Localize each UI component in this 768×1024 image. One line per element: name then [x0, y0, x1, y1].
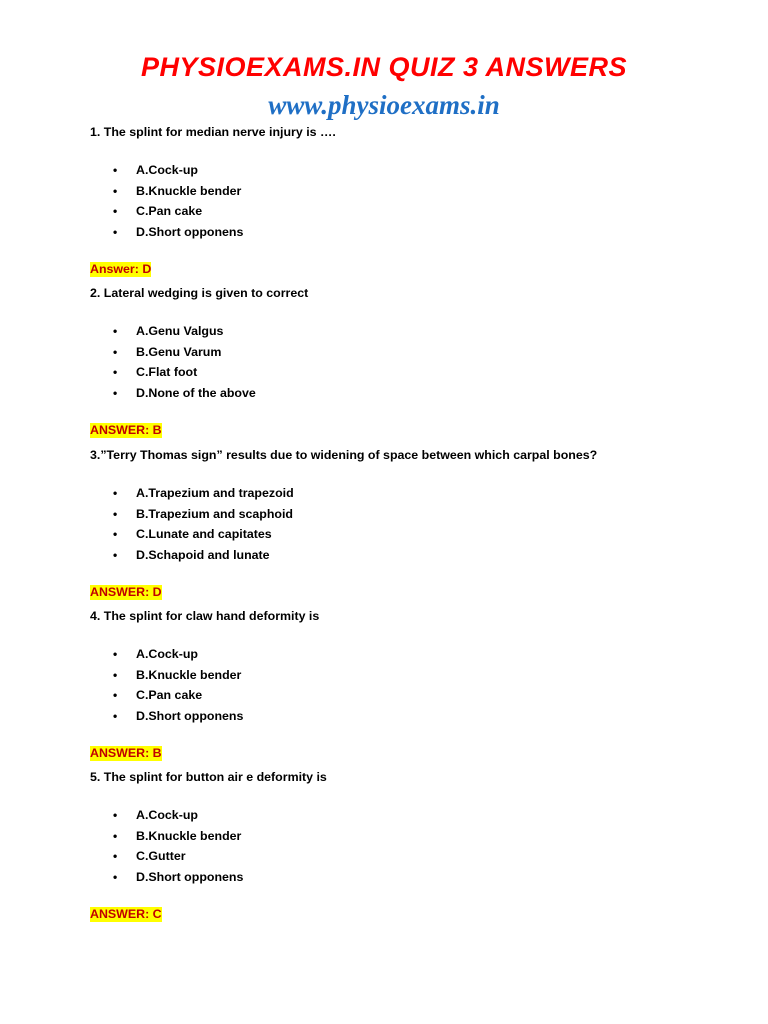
- answer-row: [90, 744, 710, 759]
- option-label: D.Short opponens: [136, 225, 244, 240]
- option-item: [90, 321, 710, 342]
- bullet-icon: •: [113, 344, 118, 359]
- bullet-icon: •: [113, 828, 118, 843]
- option-label: D.Short opponens: [136, 709, 244, 724]
- option-label: C.Lunate and capitates: [136, 527, 272, 542]
- bullet-icon: •: [113, 808, 118, 822]
- option-label: A.Cock-up: [136, 163, 198, 177]
- option-item: [90, 342, 710, 363]
- page-title: PHYSIOEXAMS.IN QUIZ 3 ANSWERS: [140, 52, 628, 82]
- option-label: A.Cock-up: [136, 647, 198, 661]
- bullet-icon: •: [113, 225, 118, 240]
- option-item: [90, 706, 710, 727]
- option-label: A.Genu Valgus: [136, 324, 224, 338]
- option-label: C.Flat foot: [136, 365, 198, 380]
- option-list: [90, 321, 710, 404]
- bullet-icon: •: [113, 365, 118, 380]
- option-item: [90, 805, 710, 826]
- option-label: C.Gutter: [136, 849, 186, 864]
- answer-label: ANSWER: D: [90, 584, 162, 599]
- option-label: B.Genu Varum: [136, 344, 222, 359]
- bullet-icon: •: [113, 183, 118, 198]
- question-block-1: [90, 124, 710, 275]
- option-item: [90, 483, 710, 504]
- option-item: [90, 160, 710, 181]
- bullet-icon: •: [113, 548, 118, 563]
- option-list: [90, 805, 710, 888]
- bullet-icon: •: [113, 870, 118, 885]
- answer-row: [90, 905, 710, 920]
- option-label: B.Knuckle bender: [136, 183, 242, 198]
- answer-row: [90, 260, 710, 275]
- option-label: C.Pan cake: [136, 204, 203, 219]
- question-block-2: [90, 285, 710, 436]
- option-item: [90, 504, 710, 525]
- option-item: [90, 524, 710, 545]
- option-item: [90, 222, 710, 243]
- bullet-icon: •: [113, 647, 118, 661]
- answer-row: [90, 583, 710, 598]
- option-item: [90, 181, 710, 202]
- bullet-icon: •: [113, 527, 118, 542]
- question-block-4: [90, 608, 710, 759]
- bullet-icon: •: [113, 709, 118, 724]
- bullet-icon: •: [113, 506, 118, 521]
- question-block-3: [90, 447, 710, 598]
- bullet-icon: •: [113, 163, 118, 177]
- answer-label: ANSWER: B: [90, 422, 162, 437]
- question-block-5: [90, 769, 710, 920]
- question-text: 2. Lateral wedging is given to correct: [90, 286, 309, 300]
- bullet-icon: •: [113, 667, 118, 682]
- option-list: [90, 160, 710, 243]
- option-item: [90, 201, 710, 222]
- option-label: A.Cock-up: [136, 808, 198, 822]
- option-item: [90, 644, 710, 665]
- option-label: D.Short opponens: [136, 870, 244, 885]
- option-item: [90, 867, 710, 888]
- bullet-icon: •: [113, 688, 118, 703]
- answer-label: ANSWER: B: [90, 745, 162, 760]
- answer-row: [90, 421, 710, 436]
- bullet-icon: •: [113, 849, 118, 864]
- option-item: [90, 383, 710, 404]
- bullet-icon: •: [113, 204, 118, 219]
- site-url: www.physioexams.in: [268, 90, 500, 120]
- option-label: B.Trapezium and scaphoid: [136, 506, 293, 521]
- option-label: B.Knuckle bender: [136, 828, 242, 843]
- option-item: [90, 362, 710, 383]
- option-label: D.None of the above: [136, 386, 256, 401]
- option-label: D.Schapoid and lunate: [136, 548, 270, 563]
- answer-label: ANSWER: C: [90, 906, 162, 921]
- question-text: 5. The splint for button air e deformity is: [90, 770, 327, 784]
- option-list: [90, 644, 710, 727]
- option-list: [90, 483, 710, 566]
- option-item: [90, 826, 710, 847]
- option-item: [90, 545, 710, 566]
- question-text: 4. The splint for claw hand deformity is: [90, 609, 320, 623]
- option-label: C.Pan cake: [136, 688, 203, 703]
- bullet-icon: •: [113, 386, 118, 401]
- option-item: [90, 685, 710, 706]
- bullet-icon: •: [113, 486, 118, 500]
- option-item: [90, 665, 710, 686]
- option-label: A.Trapezium and trapezoid: [136, 486, 294, 500]
- option-item: [90, 846, 710, 867]
- answer-label: Answer: D: [90, 261, 152, 276]
- question-text: 1. The splint for median nerve injury is ….: [90, 125, 336, 139]
- bullet-icon: •: [113, 324, 118, 338]
- question-text: 3.”Terry Thomas sign” results due to widening of space between which carpal bones?: [90, 448, 598, 462]
- option-label: B.Knuckle bender: [136, 667, 242, 682]
